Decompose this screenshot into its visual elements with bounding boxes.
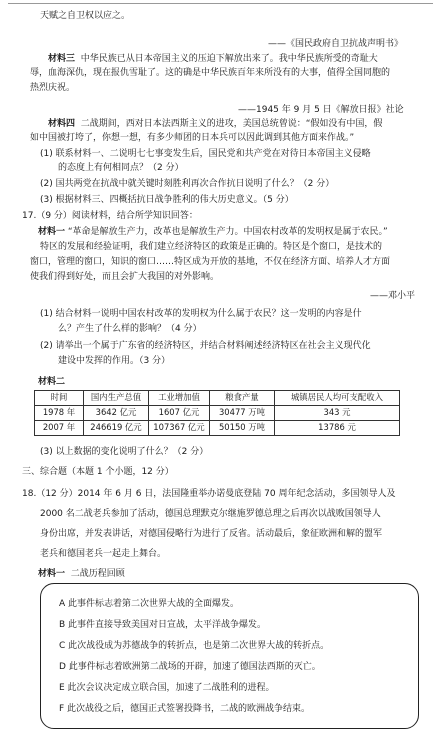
table-cell: 1978 年 [35, 406, 84, 421]
text-line: 辱，血海深仇，现在报仇雪耻了。这的确是中华民族百年来所没有的大事，值得全国同胞的 [30, 68, 391, 78]
table-cell: 1607 亿元 [149, 406, 210, 421]
table-cell: 246619 亿元 [84, 421, 149, 436]
table-cell: 2007 年 [35, 421, 84, 436]
text-line: 如中国被打垮了，你想一想，有多少师团的日本兵可以因此调到其他方面来作战。” [30, 133, 355, 143]
table-cell: 13786 元 [275, 421, 400, 436]
source-citation: ——《国民政府自卫抗战声明书》 [268, 39, 404, 49]
table-cell: 50150 万吨 [210, 421, 275, 436]
list-item: A 此事件标志着第二次世界大战的全面爆发。 [59, 599, 240, 609]
text-line: 2000 名二战老兵参加了活动，德国总理默克尔继施罗德总理之后再次以战败国领导人 [40, 509, 381, 519]
question: (1) 联系材料一、二说明七七事变发生后，国民党和共产党在对待日本帝国主义侵略 [40, 149, 371, 159]
text-line: 二战历程回顾 [70, 569, 125, 579]
table-cell: 3642 亿元 [84, 406, 149, 421]
list-item: D 此事件标志着欧洲第二战场的开辟，加速了德国法西斯的灭亡。 [59, 662, 321, 672]
table-cell: 343 元 [275, 406, 400, 421]
source-citation: ——邓小平 [370, 291, 416, 301]
section-heading: 三、综合题（本题 1 个小题，12 分） [22, 467, 174, 477]
table-header: 城镇居民人均可支配收入 [275, 391, 400, 406]
material-label: 材料二 [38, 377, 66, 387]
text-line: 老兵和德国老兵一起走上舞台。 [40, 549, 167, 559]
table-row [35, 421, 400, 436]
text-line: 热烈庆祝。 [30, 83, 76, 93]
text-line: 身份出席，并发表讲话，对德国侵略行为进行了反省。活动最后，象征欧洲和解的盟军 [40, 529, 383, 539]
material-label: 材料三 [48, 54, 76, 64]
text-line: “革命是解放生产力，改革也是解放生产力。中国农村改革的发明权是属于农民。” [67, 227, 388, 237]
text-line: 窗口，管理的窗口，知识的窗口……特区成为开放的基地，不仅在经济方面、培养人才方面 [30, 257, 391, 267]
question: 建设中发挥的作用。（3 分） [58, 356, 171, 366]
text-line: 中华民族已从日本帝国主义的压迫下解放出来了。我中华民族所受的奇耻大 [80, 54, 378, 64]
table-header-row [35, 391, 400, 406]
question: 的态度上有何相同点？（2 分） [58, 163, 184, 173]
material-label: 材料一 [38, 569, 66, 579]
table-header: 粮食产量 [210, 391, 275, 406]
table-header: 国内生产总值 [84, 391, 149, 406]
question: (1) 结合材料一说明中国农村改革的发明权为什么属于农民？这一发明的内容是什 [40, 309, 362, 319]
top-rule [8, 3, 433, 4]
data-table [34, 390, 400, 436]
question: (2) 请举出一个属于广东省的经济特区，并结合材料阐述经济特区在社会主义现代化 [40, 341, 371, 351]
text-line: 天赋之自卫权以应之。 [40, 11, 131, 21]
list-item: C 此次战役成为苏德战争的转折点，也是第二次世界大战的转折点。 [59, 641, 330, 651]
list-item: E 此次会议决定成立联合国，加速了二战胜利的进程。 [59, 683, 275, 693]
table-header: 工业增加值 [149, 391, 210, 406]
text-line: 使我们得到好处，而且会扩大我国的对外影响。 [30, 272, 220, 282]
events-box [40, 583, 419, 729]
text-line: 18.（12 分）2014 年 6 月 6 日，法国隆重举办诺曼底登陆 70 周年纪念活动，多国领导人及 [22, 489, 396, 499]
text-line: 二战期间，西对日本法西斯主义的进攻，美国总统曾说：“假如没有中国，假 [80, 119, 383, 129]
material-label: 材料四 [48, 119, 76, 129]
question: (2) 国共两党在抗战中就关键时刻胜利再次合作抗日说明了什么？（2 分） [40, 179, 335, 189]
table-header: 时间 [35, 391, 84, 406]
question-heading: 17.（9 分）阅读材料，结合所学知识回答： [22, 211, 198, 221]
text-line: 特区的发展和经验证明，我们建立经济特区的政策是正确的。特区是个窗口，是技术的 [40, 242, 383, 252]
table-cell: 107367 亿元 [149, 421, 210, 436]
list-item: B 此事件直接导致美国对日宣战，太平洋战争爆发。 [59, 620, 267, 630]
question: (3) 根据材料三、四概括抗日战争胜利的伟大历史意义。（5 分） [40, 195, 294, 205]
question: (3) 以上数据的变化说明了什么？（2 分） [40, 447, 209, 457]
source-citation: ——1945 年 9 月 5 日《解放日报》社论 [238, 105, 404, 115]
table-cell: 30477 万吨 [210, 406, 275, 421]
table-row [35, 406, 400, 421]
question: 么？产生了什么样的影响？（4 分） [58, 324, 202, 334]
material-label: 材料一 [38, 227, 66, 237]
list-item: F 此次战役之后，德国正式签署投降书，二战的欧洲战争结束。 [59, 704, 311, 714]
